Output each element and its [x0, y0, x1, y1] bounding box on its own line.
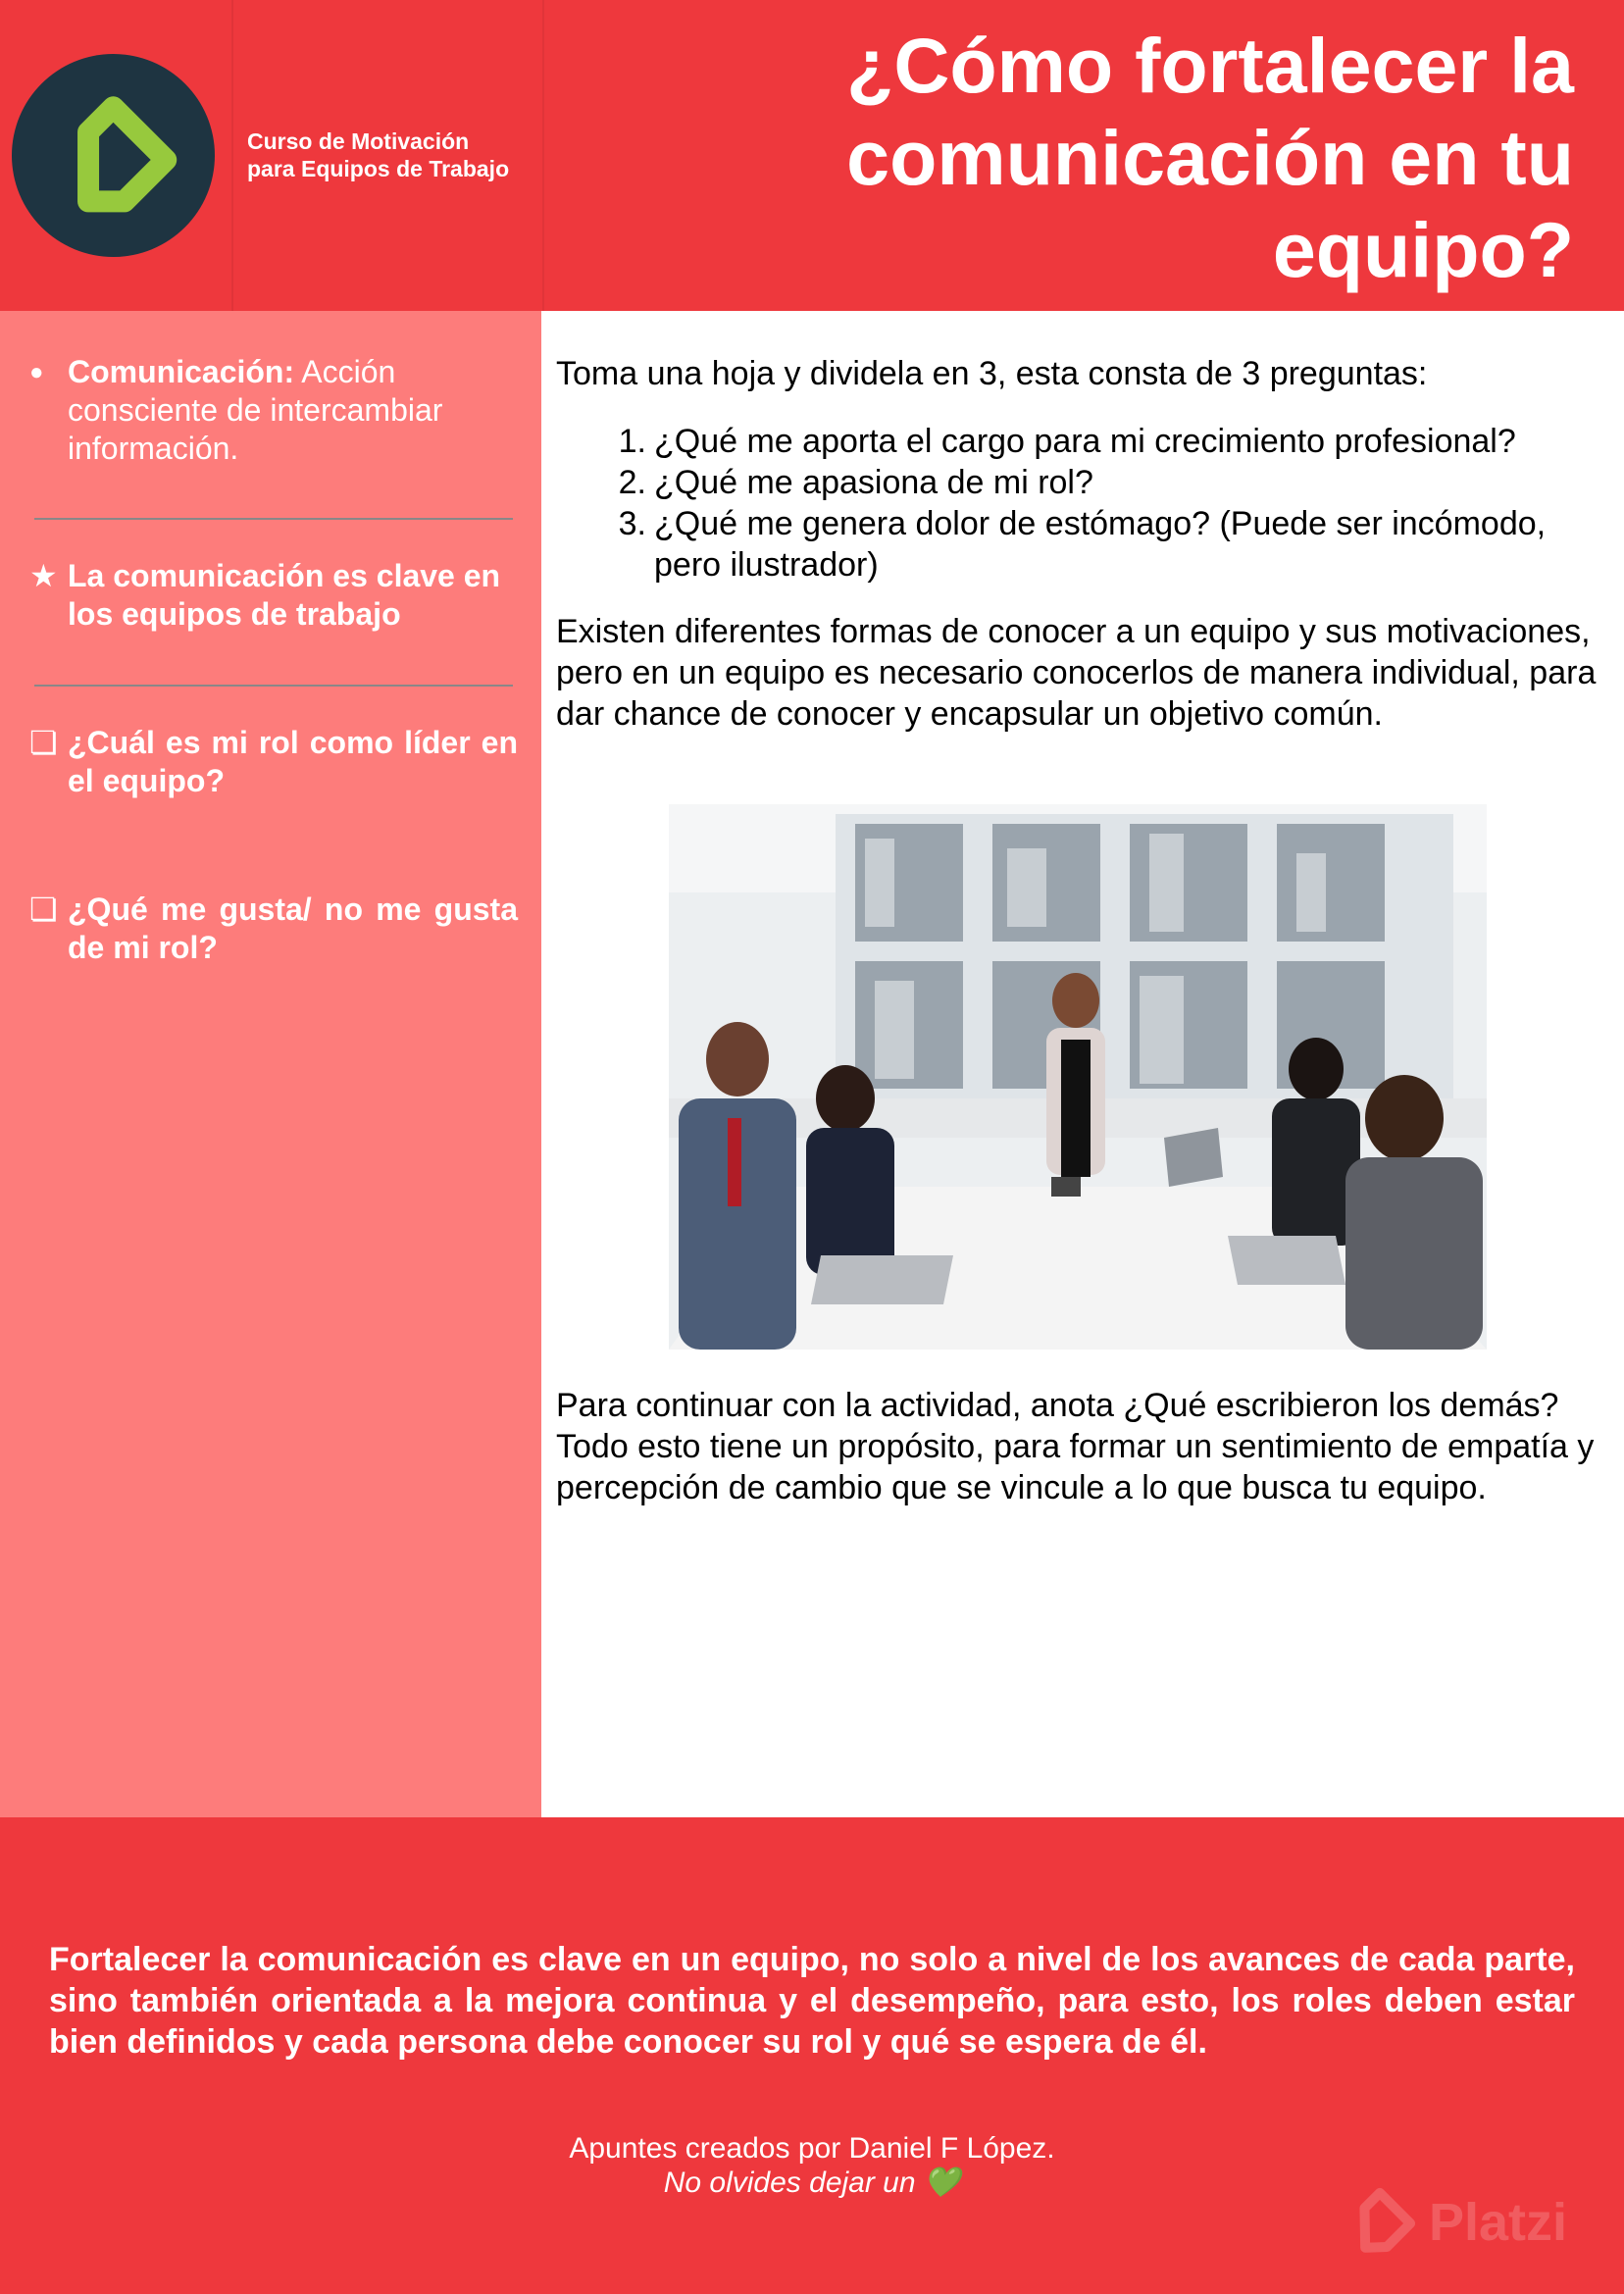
sidebar	[0, 311, 541, 1817]
question-text: ¿Qué me gusta/ no me gusta de mi rol?	[68, 892, 518, 965]
course-name	[247, 127, 509, 182]
title-line: comunicación en tu	[846, 114, 1574, 201]
green-heart-icon: 💚	[923, 2167, 961, 2199]
body-paragraph: Existen diferentes formas de conocer a un equipo y sus motivaciones, pero en un equipo es necesario conocerlos de manera individual, para dar chance de conocer y encapsular un objetivo común.	[556, 613, 1597, 733]
reminder-text: No olvides dejar un	[663, 2167, 916, 2199]
list-number: 3.	[618, 505, 646, 542]
checkbox-icon: ❏	[29, 892, 58, 927]
watermark-text: Platzi	[1429, 2193, 1568, 2252]
star-icon: ★	[29, 558, 58, 593]
platzi-watermark	[1336, 2179, 1624, 2268]
list-item	[556, 421, 1610, 462]
bullet-icon: ●	[29, 359, 44, 385]
intro-paragraph: Toma una hoja y dividela en 3, esta consta de 3 preguntas:	[556, 355, 1428, 392]
header-divider	[542, 0, 544, 311]
course-name-line: para Equipos de Trabajo	[247, 156, 510, 181]
list-text: ¿Qué me apasiona de mi rol?	[654, 464, 1093, 501]
header-divider	[231, 0, 233, 311]
divider	[34, 518, 513, 520]
questions-list	[556, 421, 1610, 586]
definition-term: Comunicación:	[68, 354, 295, 389]
page-title	[633, 20, 1574, 296]
list-item	[556, 503, 1610, 586]
body-paragraph: Para continuar con la actividad, anota ¿Qué escribieron los demás? Todo esto tiene un propósito, para formar un sentimiento de empatía y percepción de cambio que se vincule a lo que busca tu equipo.	[556, 1387, 1595, 1506]
team-meeting-photo	[669, 804, 1487, 1350]
list-item	[556, 462, 1610, 503]
header	[0, 0, 1624, 311]
list-number: 2.	[618, 464, 646, 501]
summary-text: Fortalecer la comunicación es clave en un equipo, no solo a nivel de los avances de cada parte, sino también orientada a la mejora continua y el desempeño, para esto, los roles deben estar bien definidos y cada persona debe conocer su rol y qué se espera de él.	[49, 1941, 1575, 2061]
title-line: ¿Cómo fortalecer la	[846, 22, 1574, 109]
platzi-logo-icon	[12, 54, 215, 257]
divider	[34, 685, 513, 687]
definition-text: Acción consciente de intercambiar información.	[68, 354, 443, 466]
author-credit: Apuntes creados por Daniel F López.	[569, 2132, 1055, 2165]
list-text: ¿Qué me aporta el cargo para mi crecimiento profesional?	[654, 423, 1516, 460]
checkbox-icon: ❏	[29, 725, 58, 760]
list-text: ¿Qué me genera dolor de estómago? (Puede ser incómodo, pero ilustrador)	[654, 505, 1547, 584]
course-name-line: Curso de Motivación	[247, 128, 470, 154]
title-line: equipo?	[1272, 206, 1574, 293]
list-number: 1.	[618, 423, 646, 460]
key-point-text: La comunicación es clave en los equipos de trabajo	[68, 558, 501, 632]
question-text: ¿Cuál es mi rol como líder en el equipo?	[68, 725, 518, 798]
